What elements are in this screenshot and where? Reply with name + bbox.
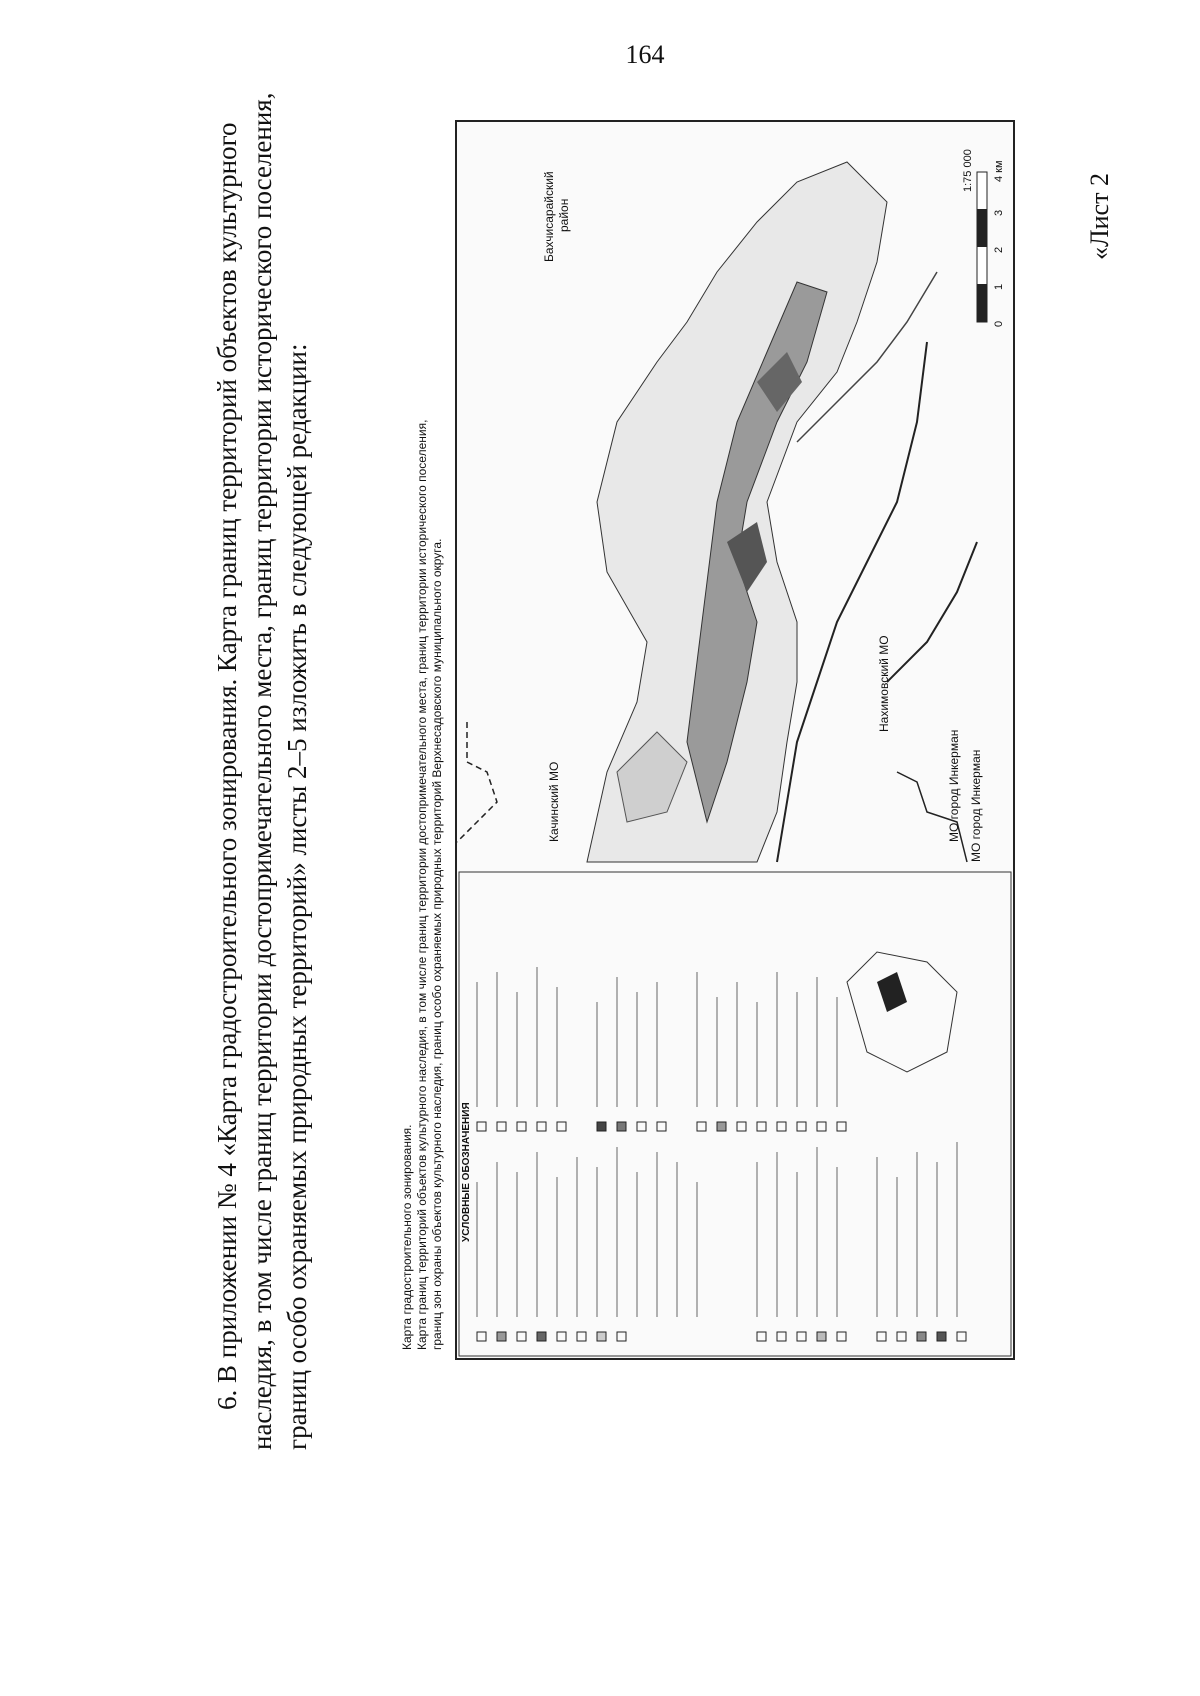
- map-drawing: [457, 122, 1013, 1358]
- sheet-label: «Лист 2: [1085, 173, 1114, 260]
- map-label-bakhchisaray-district: район: [557, 198, 571, 232]
- scale-tick-2: 2: [993, 246, 1005, 253]
- caption-line-3: границ зон охраны объектов культурного наследия, границ особо охраняемых природных территорий Верхнесадовского муниципального округа.: [430, 538, 444, 1350]
- scale-tick-3: 3: [993, 209, 1005, 216]
- map-frame: [455, 120, 1015, 1360]
- scale-tick-4: 4 км: [993, 160, 1005, 182]
- caption-line-2: Карта границ территорий объектов культурного наследия, в том числе границ территории достопримечательного места, границ территории исторического поселения,: [415, 419, 429, 1350]
- paragraph-block: [210, 92, 315, 1450]
- legend-title: УСЛОВНЫЕ ОБОЗНАЧЕНИЯ: [461, 1102, 472, 1242]
- map-label-inkerman-1: МО город Инкерман: [947, 729, 961, 842]
- figure-caption: [400, 100, 445, 1350]
- page-number: 164: [625, 40, 665, 69]
- paragraph-line-3: границ особо охраняемых природных территорий» листы 2–5 изложить в следующей редакции:: [282, 343, 312, 1450]
- scale-tick-1: 1: [993, 283, 1005, 290]
- map-label-bakhchisaray: Бахчисарайский: [542, 171, 556, 262]
- paragraph-line-2: наследия, в том числе границ территории достопримечательного места, границ территории исторического поселения,: [247, 92, 277, 1450]
- map-label-kachinsky: Качинский МО: [547, 761, 561, 842]
- map-label-nakhimovsky: Нахимовский МО: [877, 635, 891, 732]
- scale-tick-0: 0: [993, 320, 1005, 327]
- map-label-inkerman-2: МО город Инкерман: [969, 749, 983, 862]
- caption-line-1: Карта градостроительного зонирования.: [400, 1124, 414, 1350]
- paragraph-line-1: 6. В приложении № 4 «Карта градостроительного зонирования. Карта границ территорий объектов культурного: [212, 122, 242, 1410]
- scale-ratio: 1:75 000: [962, 149, 974, 192]
